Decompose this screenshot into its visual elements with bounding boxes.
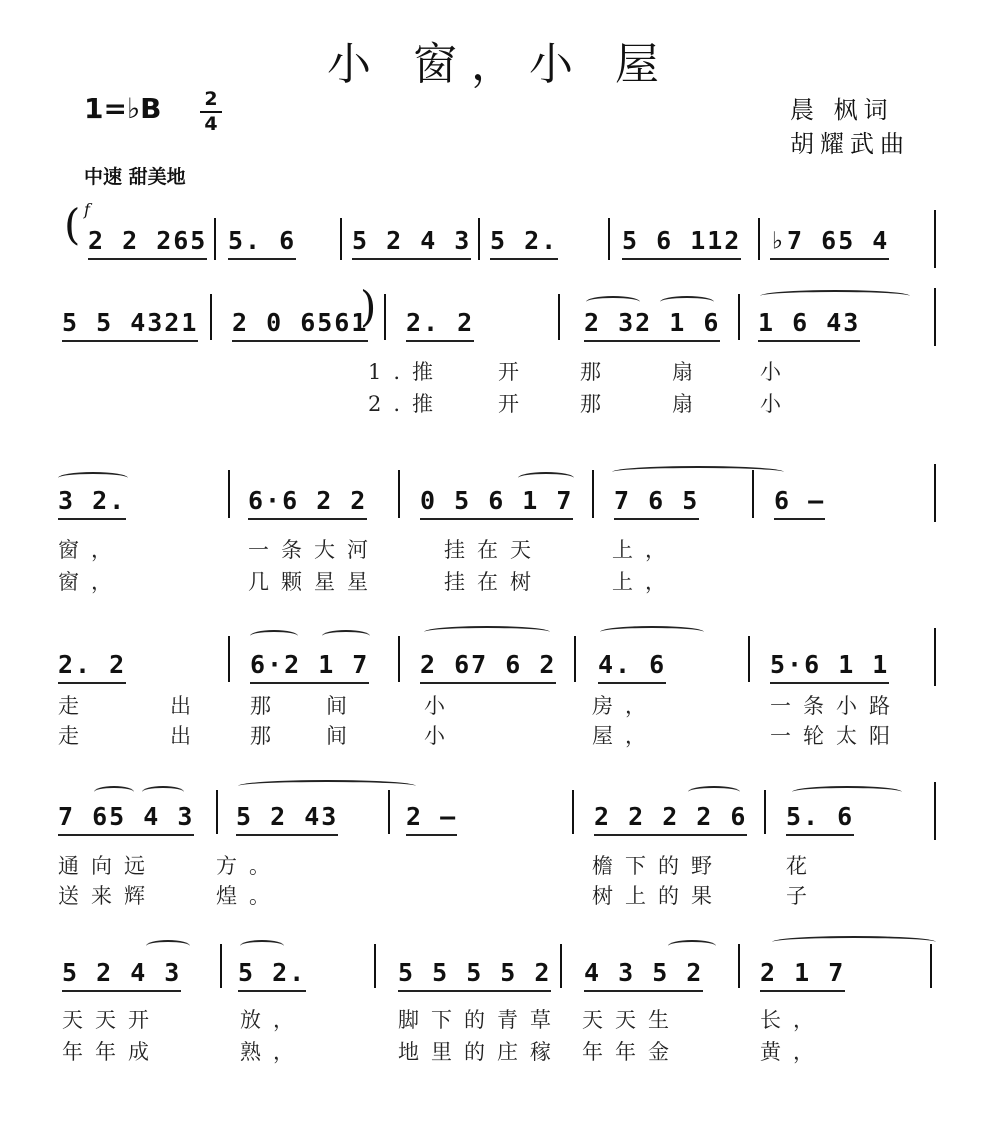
measure: 5 2 43 bbox=[236, 802, 338, 836]
slur bbox=[142, 786, 184, 798]
measure: 2. 2 bbox=[406, 308, 474, 342]
barline bbox=[752, 470, 754, 518]
barline bbox=[214, 218, 216, 260]
measure: 4. 6 bbox=[598, 650, 666, 684]
barline bbox=[608, 218, 610, 260]
lyric-syllable: 走 bbox=[58, 694, 91, 718]
lyric-syllable: 天天生 bbox=[582, 1008, 681, 1032]
lyric-syllable: 上， bbox=[612, 538, 678, 562]
tempo-marking: 中速 甜美地 bbox=[84, 166, 186, 188]
barline bbox=[398, 636, 400, 682]
lyric-syllable: 小 bbox=[760, 392, 793, 416]
lyric-syllable: 间 bbox=[326, 694, 359, 718]
measure: 7 65 4 3 bbox=[58, 802, 194, 836]
barline bbox=[560, 944, 562, 988]
barline bbox=[478, 218, 480, 260]
lyric-syllable: 小 bbox=[424, 724, 457, 748]
barline bbox=[228, 636, 230, 682]
lyric-syllable: 子 bbox=[786, 884, 819, 908]
lyric-syllable: 那 bbox=[250, 724, 283, 748]
barline bbox=[398, 470, 400, 518]
lyric-syllable: 那 bbox=[250, 694, 283, 718]
intro-open-paren: ( bbox=[64, 200, 81, 249]
slur bbox=[518, 472, 574, 484]
lyric-syllable: 地里的庄稼 bbox=[398, 1040, 563, 1064]
barline bbox=[934, 210, 936, 268]
time-signature bbox=[200, 90, 222, 134]
measure: 3 2. bbox=[58, 486, 126, 520]
lyric-syllable: 树上的果 bbox=[592, 884, 724, 908]
lyric-syllable: 窗， bbox=[58, 570, 124, 594]
slur bbox=[668, 940, 716, 952]
lyric-syllable: 天天开 bbox=[62, 1008, 161, 1032]
barline bbox=[572, 790, 574, 834]
lyric-syllable: 上， bbox=[612, 570, 678, 594]
lyric-syllable: 年年金 bbox=[582, 1040, 681, 1064]
measure: 5 5 5 5 2 bbox=[398, 958, 551, 992]
barline bbox=[388, 790, 390, 834]
lyric-syllable: 屋， bbox=[592, 724, 658, 748]
lyric-syllable: 窗， bbox=[58, 538, 124, 562]
lyric-syllable: 走 bbox=[58, 724, 91, 748]
time-numerator: 2 bbox=[204, 88, 218, 110]
barline bbox=[210, 294, 212, 340]
lyric-syllable: 几颗星星 bbox=[248, 570, 380, 594]
slur bbox=[586, 296, 640, 308]
slur bbox=[688, 786, 740, 798]
lyric-syllable: 那 bbox=[580, 360, 613, 384]
barline bbox=[738, 944, 740, 988]
barline bbox=[228, 470, 230, 518]
key-signature: 1=♭B bbox=[84, 92, 162, 125]
lyric-syllable: 一条小路 bbox=[770, 694, 902, 718]
slur bbox=[240, 940, 284, 952]
barline bbox=[558, 294, 560, 340]
lyric-syllable: 一条大河 bbox=[248, 538, 380, 562]
barline bbox=[384, 294, 386, 340]
lyric-syllable: 熟， bbox=[240, 1040, 306, 1064]
lyric-syllable: 煌。 bbox=[216, 884, 282, 908]
lyric-syllable: 2.推 bbox=[368, 392, 446, 416]
slur bbox=[772, 936, 936, 948]
lyric-syllable: 出 bbox=[170, 724, 203, 748]
measure: 2 0 6561 bbox=[232, 308, 368, 342]
measure: 7 6 5 bbox=[614, 486, 699, 520]
dynamic-marking: f bbox=[84, 200, 90, 219]
barline bbox=[764, 790, 766, 834]
barline bbox=[934, 464, 936, 522]
lyric-syllable: 开 bbox=[498, 360, 531, 384]
measure: 6·6 2 2 bbox=[248, 486, 367, 520]
measure: 2 2 2 2 6 bbox=[594, 802, 747, 836]
lyric-syllable: 放， bbox=[240, 1008, 306, 1032]
lyric-syllable: 扇 bbox=[672, 392, 705, 416]
slur bbox=[760, 290, 910, 302]
barline bbox=[748, 636, 750, 682]
measure: 5 2 4 3 bbox=[62, 958, 181, 992]
slur bbox=[322, 630, 370, 642]
measure: 5. 6 bbox=[228, 226, 296, 260]
lyric-syllable: 黄， bbox=[760, 1040, 826, 1064]
lyric-syllable: 房， bbox=[592, 694, 658, 718]
time-denominator: 4 bbox=[204, 113, 218, 135]
slur bbox=[660, 296, 714, 308]
barline bbox=[374, 944, 376, 988]
lyric-syllable: 小 bbox=[424, 694, 457, 718]
lyric-syllable: 方。 bbox=[216, 854, 282, 878]
barline bbox=[934, 628, 936, 686]
measure: 5·6 1 1 bbox=[770, 650, 889, 684]
slur bbox=[424, 626, 550, 638]
composer-credit: 胡耀武曲 bbox=[790, 130, 910, 158]
slur bbox=[612, 466, 784, 478]
lyric-syllable: 间 bbox=[326, 724, 359, 748]
lyricist-credit: 晨 枫词 bbox=[790, 96, 894, 124]
lyric-syllable: 扇 bbox=[672, 360, 705, 384]
measure: 5. 6 bbox=[786, 802, 854, 836]
lyric-syllable: 挂在天 bbox=[444, 538, 543, 562]
barline bbox=[758, 218, 760, 260]
measure: 0 5 6 1 7 bbox=[420, 486, 573, 520]
measure: 5 2. bbox=[490, 226, 558, 260]
slur bbox=[792, 786, 902, 798]
measure: ♭7 65 4 bbox=[770, 226, 889, 260]
lyric-syllable: 小 bbox=[760, 360, 793, 384]
lyric-syllable: 一轮太阳 bbox=[770, 724, 902, 748]
lyric-syllable: 1.推 bbox=[368, 360, 446, 384]
lyric-syllable: 开 bbox=[498, 392, 531, 416]
barline bbox=[216, 790, 218, 834]
measure: 6·2 1 7 bbox=[250, 650, 369, 684]
slur bbox=[250, 630, 298, 642]
slur bbox=[146, 940, 190, 952]
slur bbox=[58, 472, 128, 484]
intro-close-paren: ) bbox=[360, 282, 377, 331]
lyric-syllable: 脚下的青草 bbox=[398, 1008, 563, 1032]
lyric-syllable: 年年成 bbox=[62, 1040, 161, 1064]
barline bbox=[574, 636, 576, 682]
measure: 5 2. bbox=[238, 958, 306, 992]
measure: 2 67 6 2 bbox=[420, 650, 556, 684]
lyric-syllable: 出 bbox=[170, 694, 203, 718]
measure: 2 – bbox=[406, 802, 457, 836]
measure: 4 3 5 2 bbox=[584, 958, 703, 992]
measure: 2 2 265 bbox=[88, 226, 207, 260]
barline bbox=[934, 782, 936, 840]
lyric-syllable: 送来辉 bbox=[58, 884, 157, 908]
measure: 2 1 7 bbox=[760, 958, 845, 992]
lyric-syllable: 挂在树 bbox=[444, 570, 543, 594]
measure: 1 6 43 bbox=[758, 308, 860, 342]
slur bbox=[600, 626, 704, 638]
barline bbox=[738, 294, 740, 340]
measure: 2 32 1 6 bbox=[584, 308, 720, 342]
measure: 6 – bbox=[774, 486, 825, 520]
measure: 2. 2 bbox=[58, 650, 126, 684]
lyric-syllable: 檐下的野 bbox=[592, 854, 724, 878]
slur bbox=[94, 786, 134, 798]
barline bbox=[930, 944, 932, 988]
lyric-syllable: 长， bbox=[760, 1008, 826, 1032]
measure: 5 2 4 3 bbox=[352, 226, 471, 260]
barline bbox=[592, 470, 594, 518]
measure: 5 6 112 bbox=[622, 226, 741, 260]
barline bbox=[340, 218, 342, 260]
measure: 5 5 4321 bbox=[62, 308, 198, 342]
barline bbox=[220, 944, 222, 988]
lyric-syllable: 通向远 bbox=[58, 854, 157, 878]
barline bbox=[934, 288, 936, 346]
song-title: 小 窗，小 屋 bbox=[327, 39, 673, 90]
lyric-syllable: 花 bbox=[786, 854, 819, 878]
lyric-syllable: 那 bbox=[580, 392, 613, 416]
